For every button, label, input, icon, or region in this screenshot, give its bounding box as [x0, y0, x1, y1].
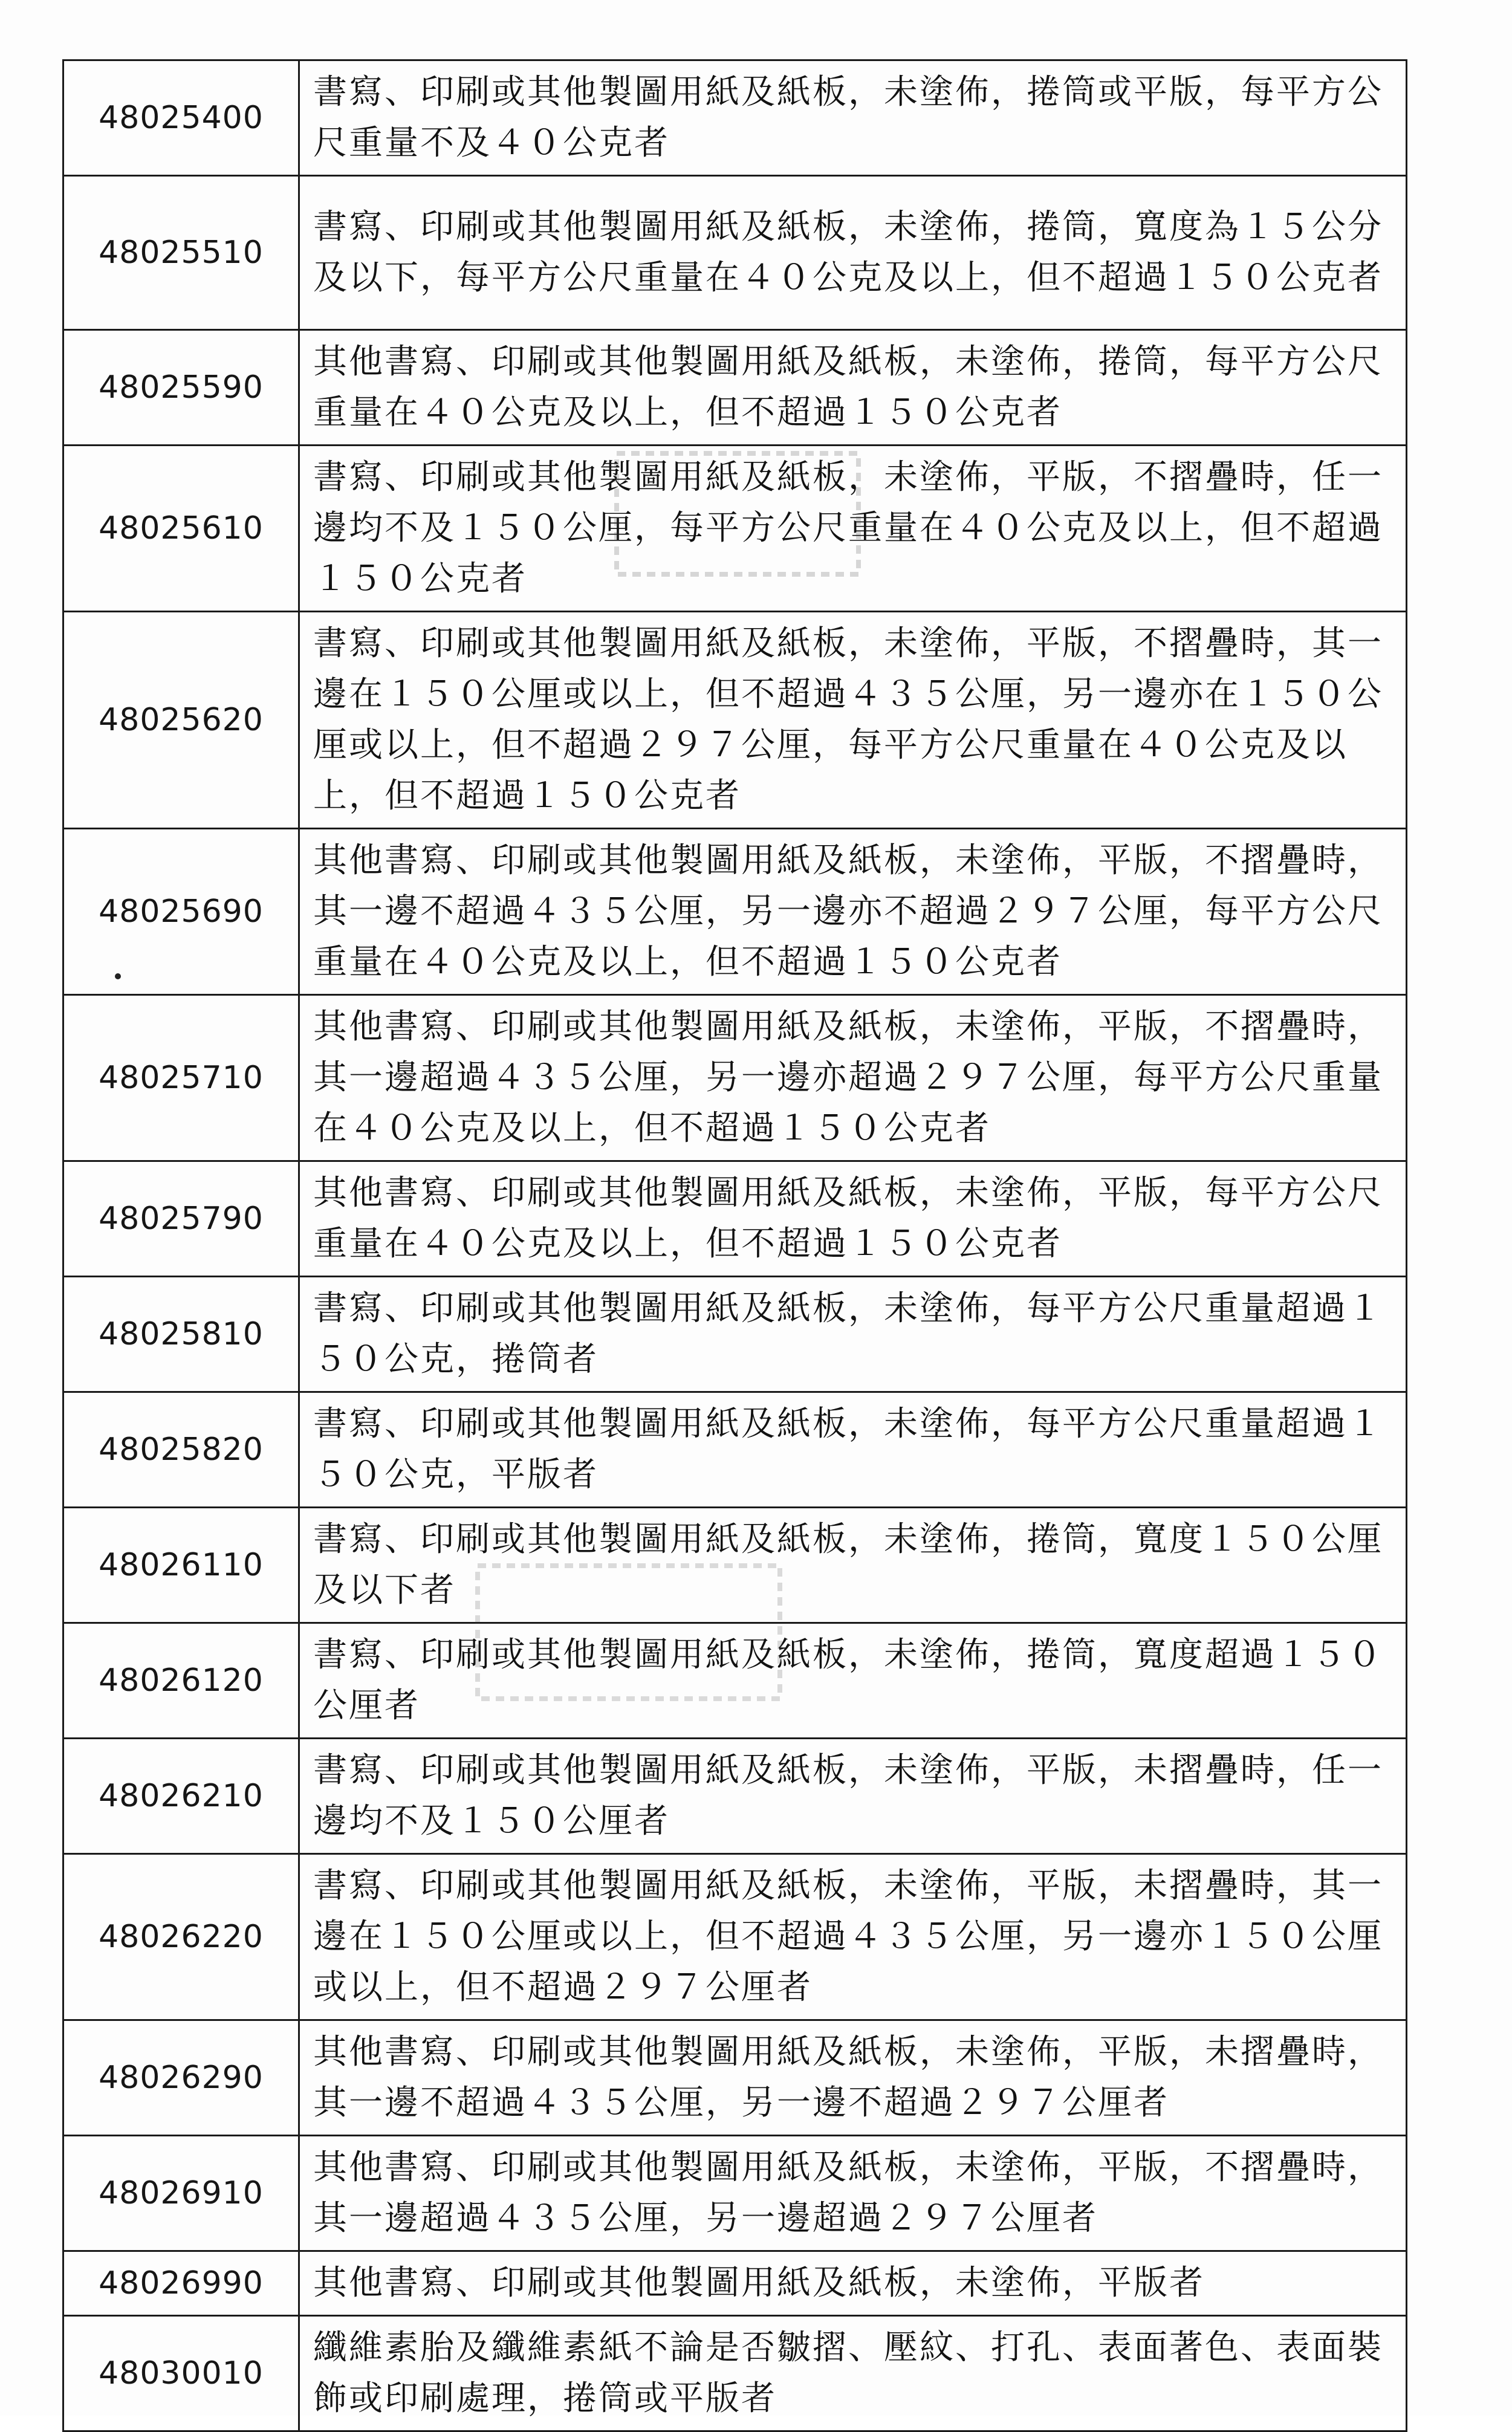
table-row — [63, 1508, 1407, 1623]
tariff-code-cell: 48026110 — [63, 1508, 299, 1623]
table-row — [63, 1623, 1407, 1739]
description-cell: 書寫、印刷或其他製圖用紙及紙板，未塗佈，平版，未摺疊時，任一邊均不及１５０公厘者 — [299, 1739, 1407, 1854]
table-row — [63, 2136, 1407, 2251]
tariff-code-table — [62, 59, 1407, 2432]
table-row — [63, 829, 1407, 995]
description-cell: 其他書寫、印刷或其他製圖用紙及紙板，未塗佈，平版，不摺疊時，其一邊超過４３５公厘，另一邊亦超過２９７公厘，每平方公尺重量在４０公克及以上，但不超過１５０公克者 — [299, 995, 1407, 1161]
table-row — [63, 1161, 1407, 1277]
table-row — [63, 995, 1407, 1161]
description-cell: 書寫、印刷或其他製圖用紙及紙板，未塗佈，平版，未摺疊時，其一邊在１５０公厘或以上，但不超過４３５公厘，另一邊亦１５０公厘或以上，但不超過２９７公厘者 — [299, 1854, 1407, 2020]
table-row — [63, 330, 1407, 446]
tariff-code-cell: 48026990 — [63, 2251, 299, 2316]
scan-speck — [115, 973, 121, 979]
tariff-code-cell: 48025690 — [63, 829, 299, 995]
tariff-code-cell: 48030010 — [63, 2316, 299, 2431]
description-cell: 其他書寫、印刷或其他製圖用紙及紙板，未塗佈，平版，不摺疊時，其一邊不超過４３５公厘，另一邊亦不超過２９７公厘，每平方公尺重量在４０公克及以上，但不超過１５０公克者 — [299, 829, 1407, 995]
description-cell: 其他書寫、印刷或其他製圖用紙及紙板，未塗佈，平版，每平方公尺重量在４０公克及以上，但不超過１５０公克者 — [299, 1161, 1407, 1277]
description-cell: 其他書寫、印刷或其他製圖用紙及紙板，未塗佈，平版，未摺疊時，其一邊不超過４３５公厘，另一邊不超過２９７公厘者 — [299, 2020, 1407, 2136]
description-cell: 書寫、印刷或其他製圖用紙及紙板，未塗佈，捲筒，寬度為１５公分及以下，每平方公尺重量在４０公克及以上，但不超過１５０公克者 — [299, 176, 1407, 330]
description-cell: 其他書寫、印刷或其他製圖用紙及紙板，未塗佈，捲筒，每平方公尺重量在４０公克及以上，但不超過１５０公克者 — [299, 330, 1407, 446]
tariff-code-cell: 48026220 — [63, 1854, 299, 2020]
table-row — [63, 2251, 1407, 2316]
description-cell: 書寫、印刷或其他製圖用紙及紙板，未塗佈，每平方公尺重量超過１５０公克，捲筒者 — [299, 1277, 1407, 1392]
table-row — [63, 1277, 1407, 1392]
table-row — [63, 2020, 1407, 2136]
description-cell: 纖維素胎及纖維素紙不論是否皺摺、壓紋、打孔、表面著色、表面裝飾或印刷處理，捲筒或平版者 — [299, 2316, 1407, 2431]
tariff-code-cell: 48025710 — [63, 995, 299, 1161]
table-row — [63, 1739, 1407, 1854]
description-cell: 書寫、印刷或其他製圖用紙及紙板，未塗佈，捲筒，寬度１５０公厘及以下者 — [299, 1508, 1407, 1623]
description-cell: 書寫、印刷或其他製圖用紙及紙板，未塗佈，每平方公尺重量超過１５０公克，平版者 — [299, 1392, 1407, 1508]
tariff-code-cell: 48025790 — [63, 1161, 299, 1277]
tariff-code-cell: 48025810 — [63, 1277, 299, 1392]
description-cell: 書寫、印刷或其他製圖用紙及紙板，未塗佈，捲筒，寬度超過１５０公厘者 — [299, 1623, 1407, 1739]
tariff-code-cell: 48026910 — [63, 2136, 299, 2251]
tariff-code-cell: 48025510 — [63, 176, 299, 330]
tariff-code-cell: 48025400 — [63, 60, 299, 176]
table-row — [63, 446, 1407, 612]
tariff-code-cell: 48025590 — [63, 330, 299, 446]
description-cell: 書寫、印刷或其他製圖用紙及紙板，未塗佈，捲筒或平版，每平方公尺重量不及４０公克者 — [299, 60, 1407, 176]
table-row — [63, 1854, 1407, 2020]
description-cell: 書寫、印刷或其他製圖用紙及紙板，未塗佈，平版，不摺疊時，任一邊均不及１５０公厘，每平方公尺重量在４０公克及以上，但不超過１５０公克者 — [299, 446, 1407, 612]
tariff-code-cell: 48025620 — [63, 612, 299, 829]
tariff-code-cell: 48025820 — [63, 1392, 299, 1508]
description-cell: 其他書寫、印刷或其他製圖用紙及紙板，未塗佈，平版者 — [299, 2251, 1407, 2316]
description-cell: 其他書寫、印刷或其他製圖用紙及紙板，未塗佈，平版，不摺疊時，其一邊超過４３５公厘，另一邊超過２９７公厘者 — [299, 2136, 1407, 2251]
table-row — [63, 60, 1407, 176]
tariff-code-cell: 48026210 — [63, 1739, 299, 1854]
description-cell: 書寫、印刷或其他製圖用紙及紙板，未塗佈，平版，不摺疊時，其一邊在１５０公厘或以上，但不超過４３５公厘，另一邊亦在１５０公厘或以上，但不超過２９７公厘，每平方公尺重量在４０公克及以上，但不超過１５０公克者 — [299, 612, 1407, 829]
table-row — [63, 612, 1407, 829]
table-row — [63, 176, 1407, 330]
table-row — [63, 1392, 1407, 1508]
tariff-code-cell: 48026290 — [63, 2020, 299, 2136]
tariff-code-cell: 48025610 — [63, 446, 299, 612]
tariff-code-cell: 48026120 — [63, 1623, 299, 1739]
table-row — [63, 2316, 1407, 2431]
